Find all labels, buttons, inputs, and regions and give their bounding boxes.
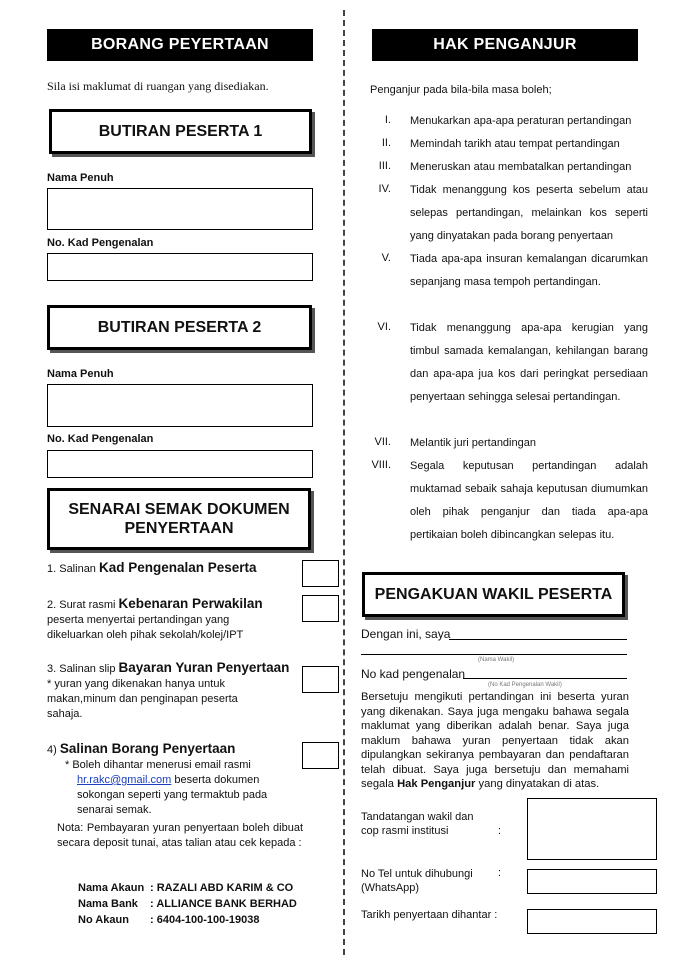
rule-number: VI.: [377, 321, 391, 333]
rule-number: II.: [381, 137, 391, 149]
phone-colon: :: [498, 867, 502, 879]
rule-text: Meneruskan atau membatalkan pertandingan: [410, 161, 632, 173]
signature-colon: :: [498, 825, 502, 837]
instruction-text: Sila isi maklumat di ruangan yang disediakan.: [47, 79, 269, 93]
rule-text: Tiada apa-apa insuran kemalangan dicarumkan sepanjang masa tempoh pertandingan.: [410, 253, 648, 288]
payment-note: Nota: Pembayaran yuran penyertaan boleh dibuat secara deposit tunai, atas talian atau cek kepada :: [57, 822, 303, 849]
rule-number: I.: [384, 114, 391, 126]
organizer-intro: Penganjur pada bila-bila masa boleh;: [370, 84, 552, 96]
declaration-intro: Dengan ini, saya: [361, 627, 451, 641]
rep-ic-label: No kad pengenalan: [361, 667, 466, 681]
rep-ic-line[interactable]: [463, 678, 627, 679]
participant1-name-label: Nama Penuh: [47, 172, 114, 184]
declaration-title: PENGAKUAN WAKIL PESERTA: [362, 572, 625, 617]
checklist-checkbox-4[interactable]: [302, 742, 339, 769]
participant1-ic-input[interactable]: [47, 253, 313, 281]
participant2-name-input[interactable]: [47, 384, 313, 427]
rule-text: Melantik juri pertandingan: [410, 437, 536, 449]
rep-name-line-2[interactable]: [361, 654, 627, 655]
rule-number: IV.: [378, 183, 391, 195]
rule-text: Segala keputusan pertandingan adalah muktamad sebaik sahaja keputusan diumumkan oleh pihak penganjur dan tiada apa-apa pertikaian boleh dibincangkan selepas itu.: [410, 460, 648, 541]
column-divider: [343, 10, 345, 955]
rule-number: VII.: [374, 436, 391, 448]
participant2-title: BUTIRAN PESERTA 2: [47, 305, 312, 350]
phone-label: No Tel untuk dihubungi (WhatsApp): [361, 868, 473, 894]
rule-number: III.: [378, 160, 391, 172]
checklist-item-1: 1. Salinan Kad Pengenalan Peserta: [47, 560, 257, 575]
participant1-name-input[interactable]: [47, 188, 313, 230]
rule-number: VIII.: [371, 459, 391, 471]
organizer-rights-header: HAK PENGANJUR: [372, 29, 638, 61]
checklist-checkbox-1[interactable]: [302, 560, 339, 587]
rule-text: Menukarkan apa-apa peraturan pertandingan: [410, 115, 632, 127]
checklist-checkbox-2[interactable]: [302, 595, 339, 622]
signature-label: Tandatangan wakil dan cop rasmi institusi: [361, 811, 474, 837]
rule-text: Tidak menanggung apa-apa kerugian yang timbul samada kemalangan, kehilangan barang dan apa-apa jua kos dari peringkat persediaan penyertaan sehingga selesai pertandingan.: [410, 322, 648, 403]
rep-name-line[interactable]: [449, 639, 627, 640]
checklist-title: SENARAI SEMAK DOKUMEN PENYERTAAN: [47, 488, 311, 550]
participant2-ic-input[interactable]: [47, 450, 313, 478]
participant1-title: BUTIRAN PESERTA 1: [49, 109, 312, 154]
rep-ic-hint: (No Kad Pengenalan Wakil): [488, 682, 562, 688]
participant2-name-label: Nama Penuh: [47, 368, 114, 380]
checklist-item-4: 4) Salinan Borang Penyertaan * Boleh dihantar menerusi email rasmi hr.rakc@gmail.com beserta dokumen sokongan seperti yang termaktub pada senarai semak.: [47, 741, 268, 816]
checklist-checkbox-3[interactable]: [302, 666, 339, 693]
rep-name-hint: (Nama Wakil): [478, 657, 515, 663]
participant1-ic-label: No. Kad Pengenalan: [47, 237, 154, 249]
submission-date-input[interactable]: [527, 909, 657, 934]
rule-number: V.: [381, 252, 391, 264]
form-header: BORANG PEYERTAAN: [47, 29, 313, 61]
submission-date-label: Tarikh penyertaan dihantar :: [361, 909, 498, 921]
bank-details: Nama Akaun : RAZALI ABD KARIM & CO Nama Bank : ALLIANCE BANK BERHAD No Akaun : 6404-100-100-19038: [78, 882, 297, 926]
rule-text: Tidak menanggung kos peserta sebelum atau selepas pertandingan, melainkan kos seperti yang dinyatakan pada borang penyertaan: [410, 184, 648, 242]
phone-input[interactable]: [527, 869, 657, 894]
declaration-statement: Bersetuju mengikuti pertandingan ini beserta yuran yang dikenakan. Saya juga mengaku bahawa segala maklumat yang diberikan adalah benar. Saya juga maklum bahawa yuran penyertaan tidak akan dipulangkan sekiranya pembayaran dan pendaftaran telah dibuat. Saya juga bersetuju dan memahami segala Hak Penganjur yang dinyatakan di atas.: [361, 691, 629, 790]
signature-box[interactable]: [527, 798, 657, 860]
email-link[interactable]: hr.rakc@gmail.com: [77, 774, 172, 786]
checklist-item-3: 3. Salinan slip Bayaran Yuran Penyertaan * yuran yang dikenakan hanya untuk makan,minum dan penginapan peserta sahaja.: [47, 660, 290, 720]
checklist-item-2: 2. Surat rasmi Kebenaran Perwakilan peserta menyertai pertandingan yang dikeluarkan oleh pihak sekolah/kolej/IPT: [47, 596, 263, 641]
rule-text: Memindah tarikh atau tempat pertandingan: [410, 138, 620, 150]
participant2-ic-label: No. Kad Pengenalan: [47, 433, 154, 445]
